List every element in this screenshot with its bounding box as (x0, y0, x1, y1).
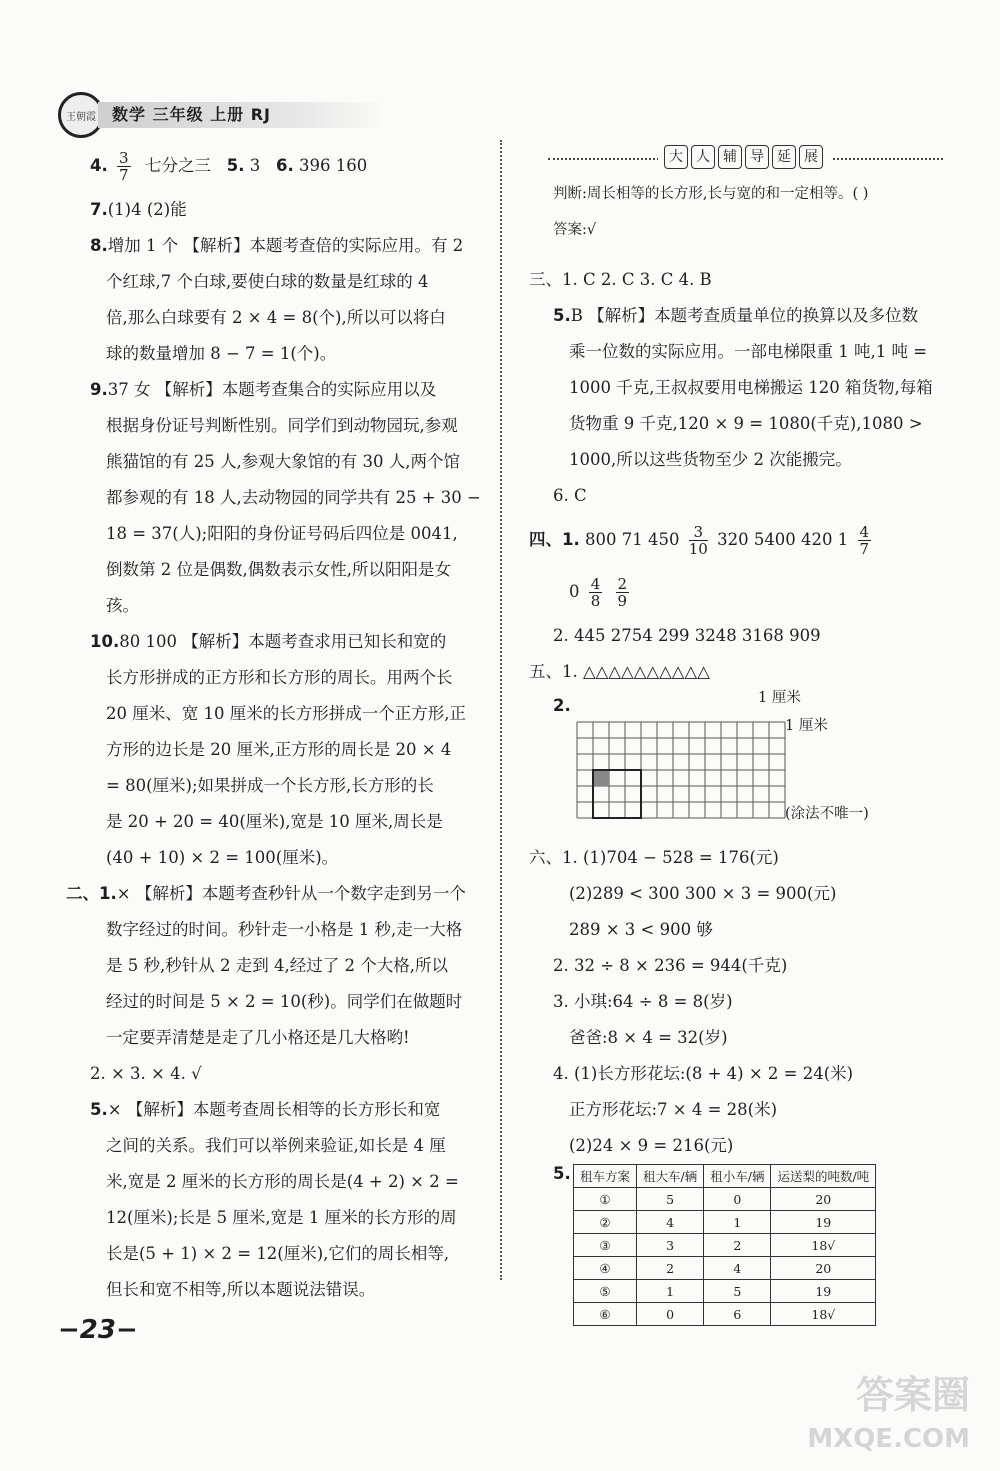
s3q6-line: 6. C (553, 486, 587, 505)
s6-line: 爸爸:8 × 4 = 32(岁) (569, 1028, 728, 1047)
table-cell: ① (574, 1188, 637, 1211)
q7-label: 7. (90, 200, 108, 219)
q4-line (90, 140, 490, 192)
table-row (574, 1234, 876, 1257)
unit-label-side: 1 厘米 (785, 718, 828, 734)
q9-line: 根据身份证号判断性别。同学们到动物园玩,参观 (106, 416, 458, 435)
table-cell: 20 (771, 1257, 876, 1280)
extension-judge: 判断:周长相等的长方形,长与宽的和一定相等。( ) (553, 186, 869, 202)
q7-line (90, 192, 490, 228)
s2-line: 数字经过的时间。秒针走一小格是 1 秒,走一大格 (106, 920, 463, 939)
extension-answer: 答案:√ (553, 222, 597, 238)
shaded-cell (593, 770, 609, 786)
table-cell: 0 (704, 1188, 771, 1211)
q8-line: 个红球,7 个白球,要使白球的数量是红球的 4 (106, 272, 429, 291)
s6-line: 3. 小琪:64 ÷ 8 = 8(岁) (553, 992, 733, 1011)
page-header (58, 92, 388, 132)
table-header: 租车方案 (574, 1165, 637, 1188)
q8-line: 倍,那么白球要有 2 × 4 = 8(个),所以可以将白 (106, 308, 446, 327)
left-column (66, 140, 490, 1308)
q10-line: 方形的边长是 20 厘米,正方形的周长是 20 × 4 (106, 740, 452, 759)
q6-value: 396 160 (299, 156, 368, 175)
s2-line: 一定要弄清楚是走了几小格还是几大格哟! (106, 1028, 410, 1047)
header-title: 数学 三年级 上册 RJ (98, 102, 388, 128)
grid-figure (553, 690, 943, 840)
q10-block (90, 624, 490, 876)
table-cell: 4 (637, 1211, 704, 1234)
table-cell: 20 (771, 1188, 876, 1211)
s4-fraction-2 (858, 524, 872, 557)
s5q2-label: 2. (553, 696, 571, 715)
table-header: 运送梨的吨数/吨 (771, 1165, 876, 1188)
table-cell: 19 (771, 1280, 876, 1303)
frac-num: 4 (859, 523, 870, 541)
q4-label: 4. (90, 156, 108, 175)
s4-values-b: 320 5400 420 1 (717, 530, 849, 549)
table-cell: ⑤ (574, 1280, 637, 1303)
q10-label: 10. (90, 632, 120, 651)
frac-den: 10 (688, 540, 708, 558)
s4q2-line: 2. 445 2754 299 3248 3168 909 (553, 626, 821, 645)
frac-den: 7 (859, 540, 870, 558)
watermark (807, 1373, 970, 1461)
s6-line: 六、1. (1)704 − 528 = 176(元) (529, 848, 779, 867)
q8-line: 球的数量增加 8 − 7 = 1(个)。 (106, 344, 337, 363)
table-cell: 3 (637, 1234, 704, 1257)
table-cell: ③ (574, 1234, 637, 1257)
badge-char: 展 (799, 145, 823, 169)
s2q5-line: 米,宽是 2 厘米的长方形的周长是(4 + 2) × 2 = (106, 1172, 459, 1191)
table-cell: ② (574, 1211, 637, 1234)
s2-q234: 2. × 3. × 4. √ (90, 1064, 202, 1083)
s2q5-line: 但长和宽不相等,所以本题说法错误。 (106, 1280, 376, 1299)
s2q5-label: 5. (90, 1100, 108, 1119)
table-cell: 1 (637, 1280, 704, 1303)
table-cell: 5 (704, 1280, 771, 1303)
q5-label: 5. (226, 156, 245, 175)
s6-line: 4. (1)长方形花坛:(8 + 4) × 2 = 24(米) (553, 1064, 854, 1083)
q9-line: 都参观的有 18 人,去动物园的同学共有 25 + 30 − (106, 488, 481, 507)
s6-line: 289 × 3 < 900 够 (569, 920, 713, 939)
frac-num: 2 (617, 575, 628, 593)
table-cell: 2 (637, 1257, 704, 1280)
s3q5-line: 乘一位数的实际应用。一部电梯限重 1 吨,1 吨 = (569, 342, 928, 361)
s2q5-line: × 【解析】本题考查周长相等的长方形长和宽 (107, 1100, 441, 1119)
s3q5-line: 1000,所以这些货物至少 2 次能搬完。 (569, 450, 852, 469)
s4-fraction-1 (689, 524, 708, 557)
s2-line: × 【解析】本题考查秒针从一个数字走到另一个 (116, 884, 466, 903)
s2q5-line: 之间的关系。我们可以举例来验证,如长是 4 厘 (106, 1136, 446, 1155)
rental-table (573, 1164, 876, 1326)
table-cell: 18√ (771, 1303, 876, 1326)
q5-value: 3 (249, 156, 261, 175)
frac-den: 8 (590, 592, 601, 610)
q4-fraction (117, 150, 131, 183)
table-cell: 19 (771, 1211, 876, 1234)
s3q5-block (553, 298, 943, 478)
s4-values-c: 0 (569, 582, 580, 601)
s2-line: 经过的时间是 5 × 2 = 10(秒)。同学们在做题时 (106, 992, 463, 1011)
logo-text: 王朝霞 (66, 111, 96, 123)
badge-char: 人 (691, 145, 715, 169)
frac-num: 3 (119, 149, 129, 167)
table-cell: 2 (704, 1234, 771, 1257)
table-cell: 6 (704, 1303, 771, 1326)
s5-line: 五、1. △△△△△△△△△△ (529, 662, 710, 681)
q9-line: 18 = 37(人);阳阳的身份证号码后四位是 0041, (106, 524, 458, 543)
s3-line: 三、1. C 2. C 3. C 4. B (529, 270, 712, 289)
page-number: −23− (58, 1315, 138, 1345)
s2q5-block (90, 1092, 490, 1308)
badge-char: 大 (664, 145, 688, 169)
q9-line: 倒数第 2 位是偶数,偶数表示女性,所以阳阳是女 (106, 560, 451, 579)
frac-den: 9 (617, 592, 628, 610)
table-cell: ⑥ (574, 1303, 637, 1326)
frac-num: 3 (689, 524, 708, 541)
q10-line: (40 + 10) × 2 = 100(厘米)。 (106, 848, 339, 867)
q4-text: 七分之三 (145, 156, 212, 175)
s3q5-line: 货物重 9 千克,120 × 9 = 1080(千克),1080 > (569, 414, 923, 433)
table-header: 租小车/辆 (704, 1165, 771, 1188)
table-cell: 5 (637, 1188, 704, 1211)
s4-fraction-4 (616, 576, 630, 609)
s3q5-line: B 【解析】本题考查质量单位的换算以及多位数 (570, 306, 919, 325)
q10-line: 是 20 + 20 = 40(厘米),宽是 10 厘米,周长是 (106, 812, 443, 831)
table-cell: 1 (704, 1211, 771, 1234)
badge-char: 辅 (718, 145, 742, 169)
column-divider (500, 140, 502, 1280)
table-row (574, 1188, 876, 1211)
s2q5-line: 12(厘米);长是 5 厘米,宽是 1 厘米的长方形的周 (106, 1208, 457, 1227)
table-row (574, 1280, 876, 1303)
s2-label: 二、1. (66, 884, 117, 903)
s4-line (529, 514, 943, 566)
table-row (574, 1257, 876, 1280)
s2-line: 是 5 秒,秒针从 2 走到 4,经过了 2 个大格,所以 (106, 956, 448, 975)
q10-line: 长方形拼成的正方形和长方形的周长。用两个长 (106, 668, 453, 687)
watermark-line: MXQE.COM (807, 1424, 970, 1454)
table-cell: ④ (574, 1257, 637, 1280)
q9-line: 孩。 (106, 596, 139, 615)
s6-line: (2)289 < 300 300 × 3 = 900(元) (569, 884, 837, 903)
frac-den: 7 (119, 166, 129, 184)
q10-line: = 80(厘米);如果拼成一个长方形,长方形的长 (106, 776, 434, 795)
s4-values-a: 800 71 450 (585, 530, 680, 549)
badge-char: 导 (745, 145, 769, 169)
s6-line: 正方形花坛:7 × 4 = 28(米) (569, 1100, 778, 1119)
frac-num: 4 (590, 575, 601, 593)
s3q5-label: 5. (553, 306, 571, 325)
watermark-line: 答案圈 (855, 1373, 970, 1417)
table-row (574, 1211, 876, 1234)
q9-line: 37 女 【解析】本题考查集合的实际应用以及 (107, 380, 437, 399)
extension-title (553, 140, 943, 176)
q8-label: 8. (90, 236, 108, 255)
q7-text: (1)4 (2)能 (107, 200, 187, 219)
q9-label: 9. (90, 380, 108, 399)
q8-line: 增加 1 个 【解析】本题考查倍的实际应用。有 2 (107, 236, 464, 255)
table-row (574, 1303, 876, 1326)
s4-fraction-3 (589, 576, 603, 609)
s4-line2 (553, 566, 943, 618)
extension-badges (658, 145, 832, 169)
grid-note: (涂法不唯一) (785, 806, 869, 822)
table-cell: 18√ (771, 1234, 876, 1257)
table-header: 租大车/辆 (637, 1165, 704, 1188)
s2q5-line: 长是(5 + 1) × 2 = 12(厘米),它们的周长相等, (106, 1244, 450, 1263)
s3q5-line: 1000 千克,王叔叔要用电梯搬运 120 箱货物,每箱 (569, 378, 933, 397)
badge-char: 延 (772, 145, 796, 169)
s6q5-label: 5. (553, 1164, 571, 1183)
table-cell: 4 (704, 1257, 771, 1280)
right-column (529, 140, 943, 1326)
s6q5-block (553, 1164, 943, 1326)
table-cell: 0 (637, 1303, 704, 1326)
section2-block (66, 876, 490, 1056)
unit-label-top: 1 厘米 (758, 690, 801, 706)
q8-block (90, 228, 490, 372)
s4-label: 四、1. (529, 530, 580, 549)
q6-label: 6. (276, 156, 294, 175)
s6-line: 2. 32 ÷ 8 × 236 = 944(千克) (553, 956, 788, 975)
square-grid (553, 690, 943, 840)
q9-line: 熊猫馆的有 25 人,参观大象馆的有 30 人,两个馆 (106, 452, 460, 471)
q9-block (90, 372, 490, 624)
q10-line: 20 厘米、宽 10 厘米的长方形拼成一个正方形,正 (106, 704, 466, 723)
q10-line: 80 100 【解析】本题考查求用已知长和宽的 (119, 632, 447, 651)
s6-line: (2)24 × 9 = 216(元) (569, 1136, 734, 1155)
